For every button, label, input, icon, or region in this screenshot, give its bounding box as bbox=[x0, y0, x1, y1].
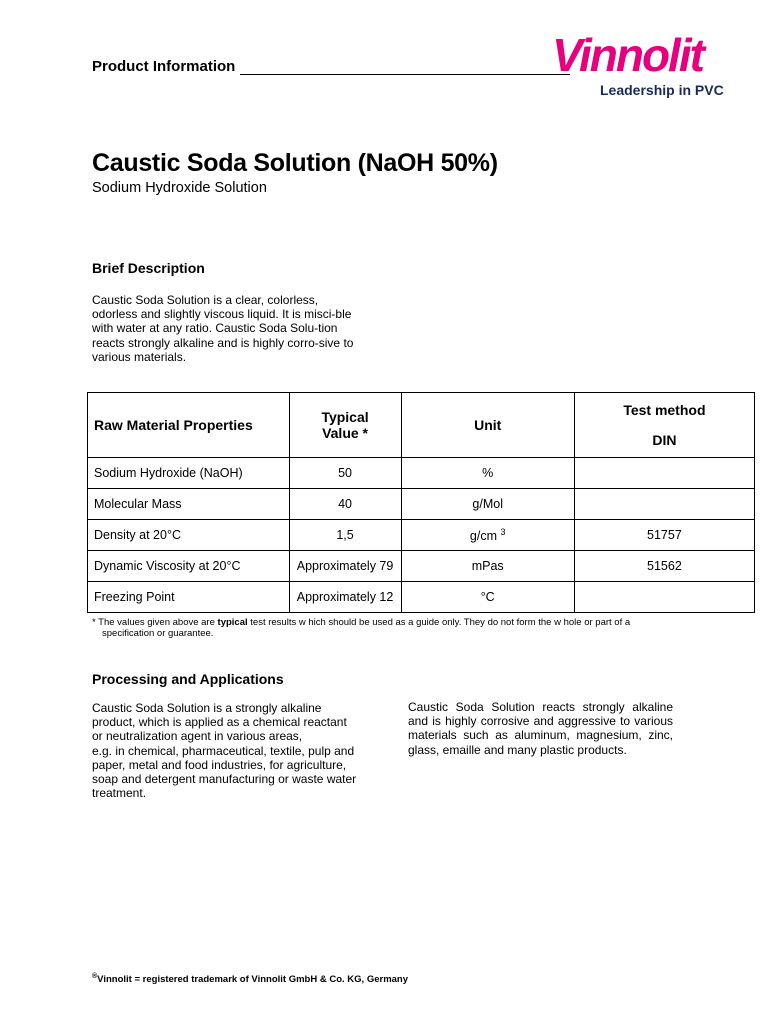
cell-typical-value-text: 1,5 bbox=[336, 528, 354, 542]
table-footnote bbox=[92, 617, 702, 639]
cell-property-text: Density at 20°C bbox=[94, 528, 181, 542]
brief-description-text: Caustic Soda Solution is a clear, colorless, odorless and slightly viscous liquid. It is misci-ble with water at any ratio. Caustic Soda Solu-tion reacts strongly alkaline and is highly corro-sive to various materials. bbox=[92, 293, 354, 364]
processing-left-text bbox=[92, 701, 357, 800]
logo-wordmark: Vinnolit bbox=[552, 29, 703, 81]
header-typical-line1: Typical bbox=[321, 409, 369, 425]
cell-test-method-text: 51562 bbox=[647, 559, 682, 573]
table-row bbox=[88, 489, 755, 520]
product-information-label: Product Information bbox=[92, 58, 236, 75]
cell-typical-value bbox=[289, 489, 401, 520]
processing-left-line: Caustic Soda Solution is a strongly alkaline product, which is applied as a chemical reactant or neutralization agent in various areas, bbox=[92, 701, 347, 744]
cell-property bbox=[88, 551, 290, 582]
table-row bbox=[88, 551, 755, 582]
cell-property-text: Dynamic Viscosity at 20°C bbox=[94, 559, 241, 573]
unit-superscript: 3 bbox=[500, 526, 506, 537]
cell-unit bbox=[401, 489, 574, 520]
logo-tagline: Leadership in PVC bbox=[600, 82, 724, 98]
cell-unit bbox=[401, 458, 574, 489]
table-row bbox=[88, 520, 755, 551]
cell-typical-value-text: 40 bbox=[338, 497, 352, 511]
cell-property-text: Sodium Hydroxide (NaOH) bbox=[94, 466, 243, 480]
cell-typical-value-text: Approximately 79 bbox=[296, 559, 394, 573]
table-header-row bbox=[88, 393, 755, 458]
header-method-line2: DIN bbox=[652, 432, 677, 448]
header-typical-value bbox=[289, 393, 401, 458]
document-title: Caustic Soda Solution (NaOH 50%) bbox=[92, 149, 498, 177]
footnote-bold: typical bbox=[217, 617, 248, 628]
brief-description-heading: Brief Description bbox=[92, 260, 205, 276]
raw-material-properties-table bbox=[87, 392, 755, 613]
cell-test-method bbox=[574, 551, 754, 582]
cell-typical-value bbox=[289, 458, 401, 489]
header-method-line1: Test method bbox=[623, 402, 706, 418]
document-subtitle: Sodium Hydroxide Solution bbox=[92, 180, 267, 196]
processing-heading: Processing and Applications bbox=[92, 671, 284, 687]
cell-test-method-text: 51757 bbox=[647, 528, 682, 542]
cell-unit bbox=[401, 582, 574, 613]
footnote-continuation: specification or guarantee. bbox=[102, 628, 214, 639]
cell-unit-text: °C bbox=[480, 590, 495, 604]
cell-property bbox=[88, 489, 290, 520]
cell-property bbox=[88, 582, 290, 613]
footnote-post: test results w hich should be used as a guide only. They do not form the w hole or part of a bbox=[247, 617, 631, 628]
trademark-text: Vinnolit = registered trademark of Vinnolit GmbH & Co. KG, Germany bbox=[97, 974, 409, 986]
cell-unit-text: g/cm bbox=[469, 529, 497, 544]
processing-left-line: e.g. in chemical, pharmaceutical, textile, pulp and paper, metal and food industries, for agriculture, soap and detergent manufacturing or waste water treatment. bbox=[92, 743, 357, 801]
cell-typical-value bbox=[289, 520, 401, 551]
cell-property bbox=[88, 520, 290, 551]
header-unit: Unit bbox=[401, 393, 574, 458]
header-typical-line2: Value * bbox=[322, 425, 368, 441]
cell-unit-text: mPas bbox=[471, 559, 504, 573]
cell-test-method bbox=[574, 489, 754, 520]
cell-unit-text: g/Mol bbox=[472, 497, 503, 511]
header-rule bbox=[240, 74, 570, 75]
cell-typical-value-text: Approximately 12 bbox=[296, 590, 394, 604]
cell-property-text: Molecular Mass bbox=[94, 497, 182, 511]
cell-property bbox=[88, 458, 290, 489]
cell-test-method bbox=[574, 520, 754, 551]
processing-right-text: Caustic Soda Solution reacts strongly alkaline and is highly corrosive and aggressive to various materials such as aluminum, magnesium, zinc, glass, emaille and many plastic products. bbox=[408, 700, 673, 757]
footnote-pre: * The values given above are bbox=[92, 617, 218, 628]
vinnolit-logo bbox=[552, 30, 722, 85]
cell-typical-value bbox=[289, 551, 401, 582]
header-properties: Raw Material Properties bbox=[88, 393, 290, 458]
cell-unit-text: % bbox=[482, 466, 494, 480]
registered-mark: ® bbox=[92, 973, 98, 980]
table-row bbox=[88, 582, 755, 613]
trademark-footer bbox=[92, 973, 408, 985]
cell-test-method bbox=[574, 458, 754, 489]
cell-test-method bbox=[574, 582, 754, 613]
cell-property-text: Freezing Point bbox=[94, 590, 175, 604]
cell-unit bbox=[401, 551, 574, 582]
cell-typical-value-text: 50 bbox=[338, 466, 352, 480]
header-test-method bbox=[574, 393, 754, 458]
cell-typical-value bbox=[289, 582, 401, 613]
table-row bbox=[88, 458, 755, 489]
cell-unit bbox=[401, 520, 574, 551]
